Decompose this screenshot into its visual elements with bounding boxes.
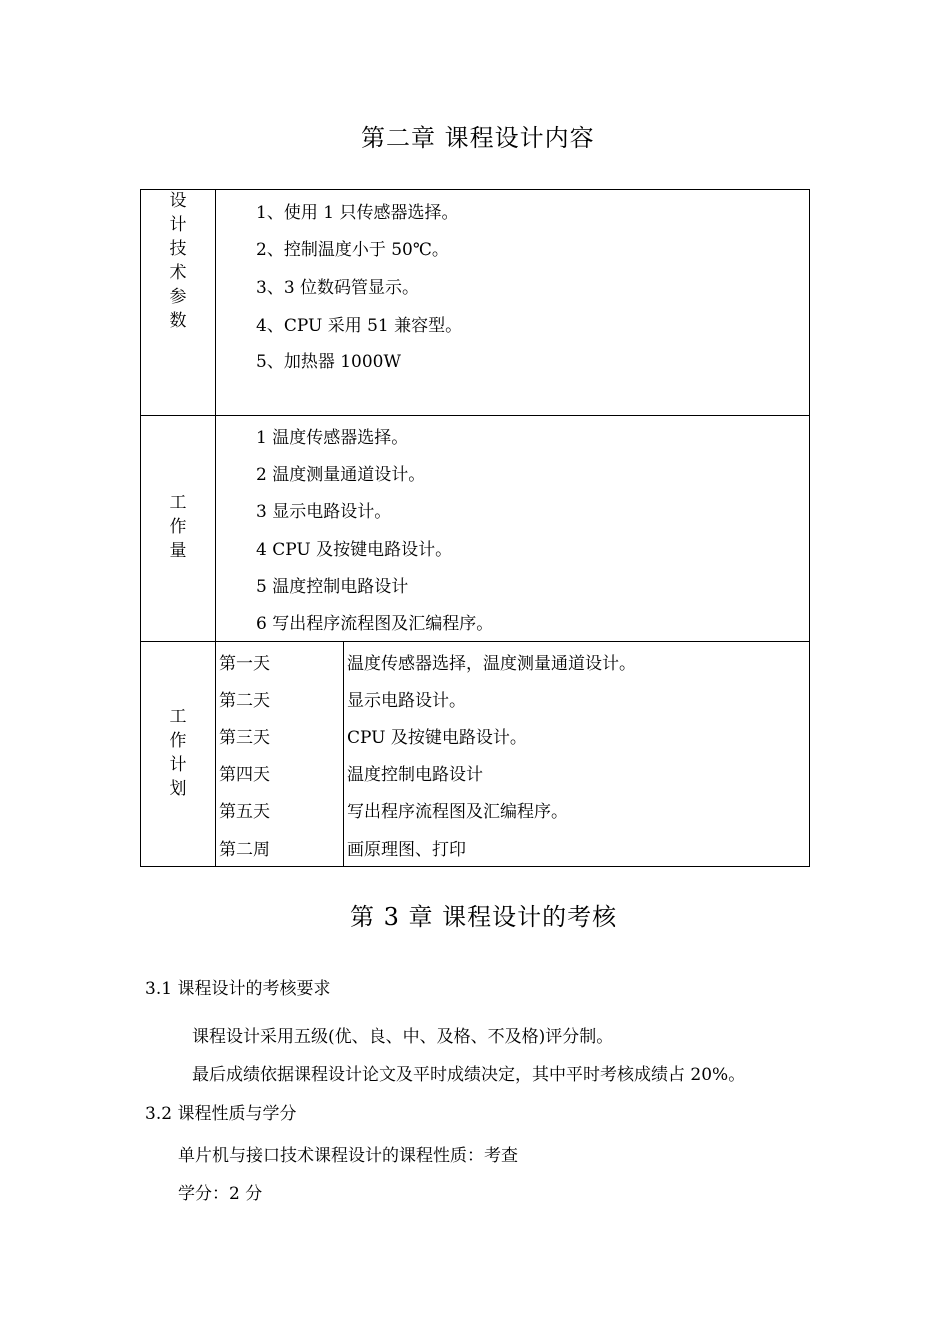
paragraph: 单片机与接口技术课程设计的课程性质：考查 xyxy=(178,1146,518,1166)
table-border-right xyxy=(809,189,810,867)
schedule-day: 第二天 xyxy=(219,691,270,711)
section-heading: 3.1 课程设计的考核要求 xyxy=(145,979,331,999)
paragraph: 最后成绩依据课程设计论文及平时成绩决定，其中平时考核成绩占 20%。 xyxy=(192,1065,746,1085)
label-char: 工 xyxy=(169,707,187,727)
label-char: 作 xyxy=(169,517,187,537)
label-char: 技 xyxy=(169,239,187,259)
list-item: 2、控制温度小于 50℃。 xyxy=(256,240,449,260)
table-border-top xyxy=(140,189,810,190)
list-item: 4、CPU 采用 51 兼容型。 xyxy=(256,316,463,336)
label-char: 划 xyxy=(169,779,187,799)
section-label-workload xyxy=(168,491,188,563)
schedule-day: 第二周 xyxy=(219,840,270,860)
table-row-divider xyxy=(140,415,810,416)
label-char: 作 xyxy=(169,731,187,751)
list-item: 5、加热器 1000W xyxy=(256,352,401,372)
chapter-2-title: 第二章 课程设计内容 xyxy=(361,124,595,152)
label-char: 术 xyxy=(169,263,187,283)
label-char: 数 xyxy=(169,311,187,331)
list-item: 3、3 位数码管显示。 xyxy=(256,278,420,298)
schedule-task: 温度传感器选择，温度测量通道设计。 xyxy=(347,654,636,674)
label-char: 计 xyxy=(169,755,187,775)
section-heading: 3.2 课程性质与学分 xyxy=(145,1104,297,1124)
list-item: 1 温度传感器选择。 xyxy=(256,428,409,448)
chapter-3-title: 第 3 章 课程设计的考核 xyxy=(350,903,618,931)
table-column-divider xyxy=(343,641,344,867)
schedule-task: CPU 及按键电路设计。 xyxy=(347,728,527,748)
schedule-task: 写出程序流程图及汇编程序。 xyxy=(347,802,568,822)
schedule-day: 第一天 xyxy=(219,654,270,674)
table-border-left xyxy=(140,189,141,867)
table-border-bottom xyxy=(140,866,810,867)
section-label-work-plan xyxy=(168,705,188,801)
schedule-task: 显示电路设计。 xyxy=(347,691,466,711)
label-char: 计 xyxy=(169,215,187,235)
label-char: 量 xyxy=(169,541,187,561)
table-row-divider xyxy=(140,641,810,642)
list-item: 4 CPU 及按键电路设计。 xyxy=(256,540,453,560)
table-column-divider xyxy=(215,189,216,867)
schedule-task: 温度控制电路设计 xyxy=(347,765,483,785)
list-item: 5 温度控制电路设计 xyxy=(256,577,409,597)
list-item: 1、使用 1 只传感器选择。 xyxy=(256,203,459,223)
label-char: 设 xyxy=(169,191,187,211)
schedule-task: 画原理图、打印 xyxy=(347,840,466,860)
paragraph: 学分：2 分 xyxy=(178,1184,263,1204)
list-item: 3 显示电路设计。 xyxy=(256,502,392,522)
section-label-design-params xyxy=(168,189,188,333)
paragraph: 课程设计采用五级(优、良、中、及格、不及格)评分制。 xyxy=(192,1027,614,1047)
label-char: 参 xyxy=(169,287,187,307)
schedule-day: 第三天 xyxy=(219,728,270,748)
schedule-day: 第四天 xyxy=(219,765,270,785)
schedule-day: 第五天 xyxy=(219,802,270,822)
list-item: 2 温度测量通道设计。 xyxy=(256,465,426,485)
label-char: 工 xyxy=(169,493,187,513)
list-item: 6 写出程序流程图及汇编程序。 xyxy=(256,614,494,634)
